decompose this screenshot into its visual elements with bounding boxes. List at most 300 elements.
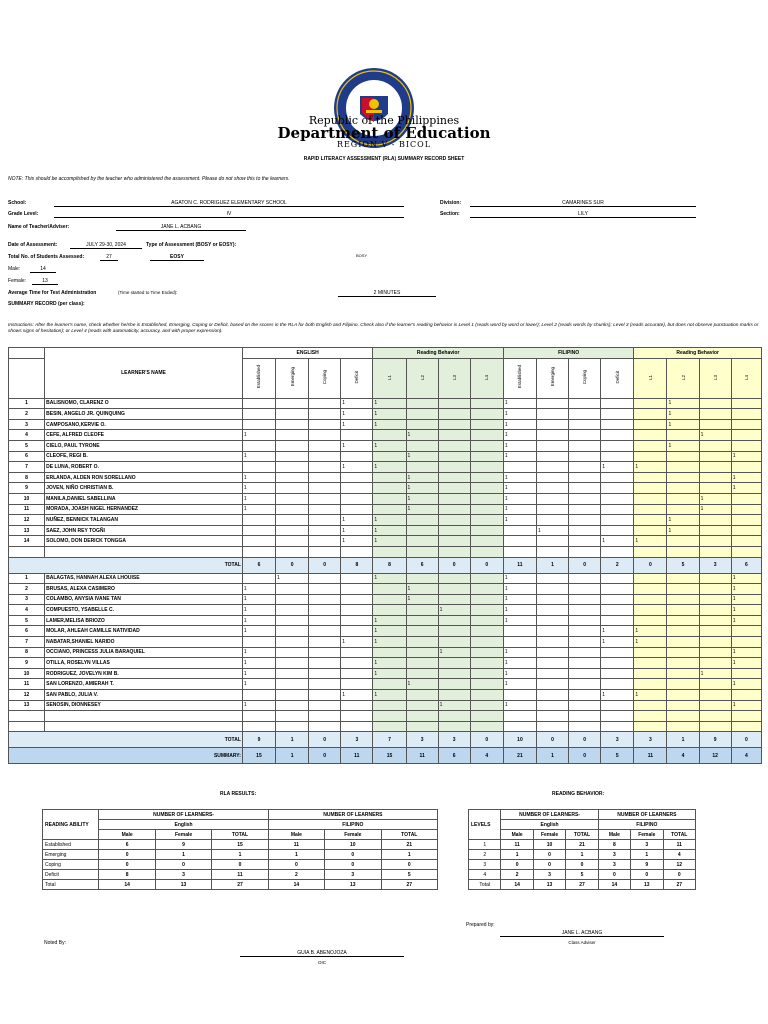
table-cell: 21 <box>381 840 437 850</box>
row-number: 13 <box>9 700 45 711</box>
mark-cell <box>309 472 341 483</box>
header-row <box>43 820 438 830</box>
row-number: 6 <box>9 451 45 462</box>
total-value: 0 <box>276 557 309 573</box>
table-row <box>9 573 762 584</box>
blank-cell <box>9 721 45 732</box>
table-row <box>9 626 762 637</box>
mark-cell <box>537 658 569 669</box>
mark-cell <box>537 515 569 526</box>
learner-name: NUÑEZ, BENNICK TALANGAN <box>45 515 243 526</box>
mark-cell: 1 <box>406 483 438 494</box>
total-value: 12 <box>699 748 731 764</box>
mark-cell <box>569 493 601 504</box>
mark-cell <box>601 483 634 494</box>
mark-cell <box>470 668 503 679</box>
mark-cell: 1 <box>634 536 667 547</box>
blank-cell <box>667 711 699 722</box>
mark-cell: 1 <box>242 430 275 441</box>
table-row <box>9 594 762 605</box>
header-group: Reading Behavior <box>373 348 503 359</box>
mark-cell <box>242 398 275 409</box>
mark-cell <box>731 525 761 536</box>
table-cell: 9 <box>155 840 211 850</box>
total-students-value: 27 <box>100 254 118 261</box>
blank-cell <box>406 711 438 722</box>
blank-cell <box>569 721 601 732</box>
header-row <box>43 830 438 840</box>
blank-cell <box>601 711 634 722</box>
mark-cell <box>438 493 470 504</box>
blank-cell <box>503 546 536 557</box>
mark-cell <box>667 483 699 494</box>
mark-cell: 1 <box>341 398 373 409</box>
mark-cell <box>406 647 438 658</box>
mark-cell: 1 <box>406 430 438 441</box>
mark-cell <box>569 573 601 584</box>
header-sub: Male <box>268 830 324 840</box>
mark-cell <box>537 451 569 462</box>
mark-cell <box>438 626 470 637</box>
mark-cell <box>634 504 667 515</box>
mark-cell: 1 <box>242 658 275 669</box>
mark-cell <box>341 668 373 679</box>
mark-cell: 1 <box>731 647 761 658</box>
mark-cell <box>373 605 406 616</box>
mark-cell <box>667 637 699 648</box>
mark-cell: 1 <box>406 584 438 595</box>
mark-cell <box>406 536 438 547</box>
table-cell: 3 <box>325 870 381 880</box>
date-label: Date of Assessment: <box>8 242 58 248</box>
reading-behavior-title: READING BEHAVIOR: <box>552 791 605 797</box>
mark-cell <box>276 398 309 409</box>
blank-cell <box>569 711 601 722</box>
blank-cell <box>309 721 341 732</box>
mark-cell: 1 <box>503 584 536 595</box>
mark-cell <box>438 525 470 536</box>
mark-cell <box>438 462 470 473</box>
mark-cell <box>470 573 503 584</box>
mark-cell: 1 <box>406 493 438 504</box>
mark-cell <box>470 430 503 441</box>
mark-cell <box>470 440 503 451</box>
prepared-by-name: JANE L. ACBANG <box>561 930 603 936</box>
mark-cell <box>569 536 601 547</box>
table-row <box>9 451 762 462</box>
mark-cell: 1 <box>503 700 536 711</box>
mark-cell <box>537 573 569 584</box>
mark-cell <box>699 626 731 637</box>
table-cell: 4 <box>663 850 695 860</box>
mark-cell: 1 <box>438 605 470 616</box>
mark-cell <box>470 584 503 595</box>
header-level-label: L4 <box>484 374 490 380</box>
summary-record-label: SUMMARY RECORD (per class): <box>8 301 85 307</box>
mark-cell <box>537 440 569 451</box>
table-cell: 6 <box>99 840 155 850</box>
table-row <box>43 880 438 890</box>
total-value: 1 <box>276 748 309 764</box>
mark-cell <box>242 637 275 648</box>
total-value: 8 <box>373 557 406 573</box>
blank-cell <box>601 721 634 732</box>
mark-cell: 1 <box>242 615 275 626</box>
division-label: Division: <box>440 200 462 206</box>
table-row <box>9 430 762 441</box>
mark-cell <box>537 493 569 504</box>
mark-cell <box>438 584 470 595</box>
mark-cell: 1 <box>242 504 275 515</box>
mark-cell <box>242 409 275 420</box>
mark-cell <box>634 472 667 483</box>
blank-cell <box>373 546 406 557</box>
table-cell: 3 <box>533 870 565 880</box>
total-value: 0 <box>569 557 601 573</box>
header-sub: Female <box>155 830 211 840</box>
total-value: 15 <box>242 748 275 764</box>
blank-cell <box>667 721 699 732</box>
mark-cell: 1 <box>341 419 373 430</box>
mark-cell <box>309 483 341 494</box>
table-cell: 11 <box>663 840 695 850</box>
mark-cell <box>634 594 667 605</box>
prepared-by-label: Prepared by: <box>466 922 495 928</box>
header-level <box>470 358 503 398</box>
mark-cell: 1 <box>341 462 373 473</box>
mark-cell <box>309 504 341 515</box>
mark-cell <box>634 525 667 536</box>
blank-cell <box>470 546 503 557</box>
table-cell: 0 <box>155 860 211 870</box>
mark-cell: 1 <box>731 483 761 494</box>
mark-cell: 1 <box>503 615 536 626</box>
mark-cell: 1 <box>242 605 275 616</box>
mark-cell: 1 <box>341 440 373 451</box>
mark-cell <box>470 690 503 701</box>
blank-cell <box>634 546 667 557</box>
total-value: 11 <box>634 748 667 764</box>
table-cell: 1 <box>212 850 268 860</box>
mark-cell <box>667 536 699 547</box>
mark-cell <box>601 451 634 462</box>
mark-cell: 1 <box>373 626 406 637</box>
mark-cell <box>503 626 536 637</box>
mark-cell <box>731 419 761 430</box>
mark-cell <box>438 573 470 584</box>
female-label: Female: <box>8 278 27 284</box>
mark-cell <box>667 690 699 701</box>
mark-cell <box>309 419 341 430</box>
header-english-sub: English <box>501 820 598 830</box>
table-cell: 3 <box>631 840 663 850</box>
mark-cell: 1 <box>242 451 275 462</box>
table-cell: Emerging <box>43 850 99 860</box>
learner-name: CEFE, ALFRED CLEOFE <box>45 430 243 441</box>
blank-cell <box>731 721 761 732</box>
male-label: Male: <box>8 266 21 272</box>
learner-name: CAMPOSANO,KERVIE O. <box>45 419 243 430</box>
total-value: 4 <box>667 748 699 764</box>
mark-cell: 1 <box>503 419 536 430</box>
mark-cell <box>634 668 667 679</box>
mark-cell <box>309 430 341 441</box>
table-row <box>9 584 762 595</box>
table-row-blank <box>9 711 762 722</box>
table-row <box>9 493 762 504</box>
grade-label: Grade Level: <box>8 211 39 217</box>
row-number: 14 <box>9 536 45 547</box>
mark-cell <box>667 668 699 679</box>
row-number: 12 <box>9 515 45 526</box>
header-sub: Female <box>631 830 663 840</box>
mark-cell: 1 <box>438 647 470 658</box>
mark-cell: 1 <box>503 430 536 441</box>
blank-cell <box>699 546 731 557</box>
mark-cell <box>341 472 373 483</box>
learner-name: DE LUNA, ROBERT O. <box>45 462 243 473</box>
row-number: 10 <box>9 493 45 504</box>
mark-cell <box>569 584 601 595</box>
mark-cell: 1 <box>373 615 406 626</box>
mark-cell <box>699 658 731 669</box>
mark-cell <box>634 430 667 441</box>
mark-cell <box>373 483 406 494</box>
table-cell: 8 <box>598 840 630 850</box>
row-number: 7 <box>9 637 45 648</box>
mark-cell: 1 <box>503 409 536 420</box>
row-number: 13 <box>9 525 45 536</box>
mark-cell <box>731 462 761 473</box>
header-row <box>43 810 438 820</box>
mark-cell: 1 <box>503 515 536 526</box>
header-sub: Male <box>99 830 155 840</box>
mark-cell <box>667 430 699 441</box>
mark-cell: 1 <box>601 536 634 547</box>
mark-cell <box>309 615 341 626</box>
noted-by-name: GUIA B. ABENOJOZA <box>297 950 347 956</box>
header-level <box>537 358 569 398</box>
mark-cell <box>731 440 761 451</box>
total-value: 11 <box>341 748 373 764</box>
table-cell: 9 <box>631 860 663 870</box>
table-row <box>9 690 762 701</box>
mark-cell <box>373 472 406 483</box>
mark-cell <box>276 515 309 526</box>
mark-cell: 1 <box>731 594 761 605</box>
mark-cell <box>406 690 438 701</box>
mark-cell: 1 <box>438 700 470 711</box>
mark-cell <box>242 536 275 547</box>
mark-cell <box>470 398 503 409</box>
learner-name: MANILA,DANIEL SABELLINA <box>45 493 243 504</box>
mark-cell: 1 <box>699 504 731 515</box>
header-blank <box>9 358 45 398</box>
mark-cell <box>309 525 341 536</box>
mark-cell: 1 <box>503 679 536 690</box>
mark-cell: 1 <box>242 647 275 658</box>
total-value: 0 <box>438 557 470 573</box>
total-label: TOTAL <box>9 557 243 573</box>
mark-cell <box>569 605 601 616</box>
blank-cell <box>9 546 45 557</box>
mark-cell: 1 <box>341 409 373 420</box>
header-level-label: L3 <box>451 374 457 380</box>
blank-cell <box>731 546 761 557</box>
header-level-label: Emerging <box>289 367 295 387</box>
mark-cell: 1 <box>341 690 373 701</box>
mark-cell <box>699 594 731 605</box>
mark-cell <box>667 472 699 483</box>
header-level <box>438 358 470 398</box>
mark-cell <box>699 440 731 451</box>
mark-cell <box>309 658 341 669</box>
total-value: 11 <box>503 557 536 573</box>
mark-cell <box>634 615 667 626</box>
table-cell: 0 <box>566 860 598 870</box>
learner-name: RODRIGUEZ, JOVELYN KIM B. <box>45 668 243 679</box>
table-cell: 2 <box>501 870 533 880</box>
mark-cell <box>503 536 536 547</box>
mark-cell <box>242 440 275 451</box>
blank-cell <box>309 711 341 722</box>
mark-cell: 1 <box>373 658 406 669</box>
mark-cell <box>569 451 601 462</box>
mark-cell <box>601 584 634 595</box>
learner-name: MOLAR, AHLEAH CAMILLE NATIVIDAD <box>45 626 243 637</box>
mark-cell <box>341 626 373 637</box>
mark-cell <box>438 504 470 515</box>
mark-cell <box>276 605 309 616</box>
mark-cell <box>699 573 731 584</box>
mark-cell <box>470 594 503 605</box>
blank-cell <box>242 546 275 557</box>
blank-cell <box>276 721 309 732</box>
table-cell: 27 <box>663 880 695 890</box>
mark-cell <box>699 690 731 701</box>
total-value: 6 <box>242 557 275 573</box>
header-sub: TOTAL <box>381 830 437 840</box>
mark-cell <box>309 700 341 711</box>
mark-cell <box>341 679 373 690</box>
mark-cell: 1 <box>242 668 275 679</box>
header-sub: TOTAL <box>663 830 695 840</box>
header-level-label: Established <box>517 365 523 389</box>
row-number: 3 <box>9 594 45 605</box>
date-value: JULY 29-30, 2024 <box>70 242 142 249</box>
table-row <box>9 483 762 494</box>
blank-cell <box>45 721 243 732</box>
table-cell: 0 <box>325 850 381 860</box>
mark-cell <box>537 690 569 701</box>
mark-cell <box>667 679 699 690</box>
header-filipino-sub: FILIPINO <box>268 820 437 830</box>
row-number: 12 <box>9 690 45 701</box>
mark-cell <box>438 637 470 648</box>
mark-cell <box>537 419 569 430</box>
row-number: 5 <box>9 615 45 626</box>
total-value: 0 <box>569 732 601 748</box>
mark-cell <box>470 409 503 420</box>
mark-cell <box>470 483 503 494</box>
header-level-label: Deficit <box>354 370 360 384</box>
table-cell: 3 <box>598 850 630 860</box>
blank-cell <box>503 711 536 722</box>
header-sub: TOTAL <box>212 830 268 840</box>
mark-cell <box>699 700 731 711</box>
mark-cell <box>667 700 699 711</box>
table-row <box>9 637 762 648</box>
mark-cell <box>699 647 731 658</box>
mark-cell <box>634 409 667 420</box>
mark-cell <box>731 515 761 526</box>
mark-cell: 1 <box>503 594 536 605</box>
learner-name: COMPUESTO, YSABELLE C. <box>45 605 243 616</box>
mark-cell: 1 <box>667 525 699 536</box>
header-level-label: L1 <box>647 374 653 380</box>
table-cell: 27 <box>381 880 437 890</box>
mark-cell <box>406 409 438 420</box>
mark-cell <box>470 536 503 547</box>
mark-cell <box>341 483 373 494</box>
blank-cell <box>537 711 569 722</box>
mark-cell <box>406 515 438 526</box>
header-level-label: L2 <box>680 374 686 380</box>
mark-cell <box>601 615 634 626</box>
mark-cell <box>309 626 341 637</box>
mark-cell <box>601 594 634 605</box>
blank-cell <box>438 711 470 722</box>
mark-cell <box>569 440 601 451</box>
row-number: 1 <box>9 573 45 584</box>
mark-cell: 1 <box>503 398 536 409</box>
mark-cell: 1 <box>731 700 761 711</box>
blank-cell <box>276 711 309 722</box>
header-group: Reading Behavior <box>634 348 762 359</box>
learner-name: BRUSAS, ALEXA CASIMERO <box>45 584 243 595</box>
assessment-type-value: EOSY <box>150 254 204 261</box>
row-number: 9 <box>9 658 45 669</box>
mark-cell: 1 <box>634 462 667 473</box>
row-number: 5 <box>9 440 45 451</box>
mark-cell <box>667 462 699 473</box>
table-row <box>9 647 762 658</box>
learner-name: JOVEN, NIÑO CHRISTIAN B. <box>45 483 243 494</box>
mark-cell <box>569 483 601 494</box>
total-label: TOTAL <box>9 732 243 748</box>
blank-cell <box>470 721 503 732</box>
table-cell: 14 <box>268 880 324 890</box>
total-value: 7 <box>373 732 406 748</box>
mark-cell <box>309 536 341 547</box>
mark-cell: 1 <box>667 398 699 409</box>
header-group: ENGLISH <box>242 348 373 359</box>
mark-cell <box>569 419 601 430</box>
mark-cell <box>242 515 275 526</box>
type-label: Type of Assessment (BOSY or EOSY): <box>146 242 237 248</box>
mark-cell: 1 <box>731 658 761 669</box>
mark-cell <box>601 472 634 483</box>
blank-cell <box>373 721 406 732</box>
blank-cell <box>341 711 373 722</box>
mark-cell <box>341 451 373 462</box>
mark-cell <box>634 605 667 616</box>
mark-cell <box>242 419 275 430</box>
mark-cell <box>341 430 373 441</box>
mark-cell: 1 <box>373 525 406 536</box>
header-level <box>309 358 341 398</box>
mark-cell <box>276 504 309 515</box>
